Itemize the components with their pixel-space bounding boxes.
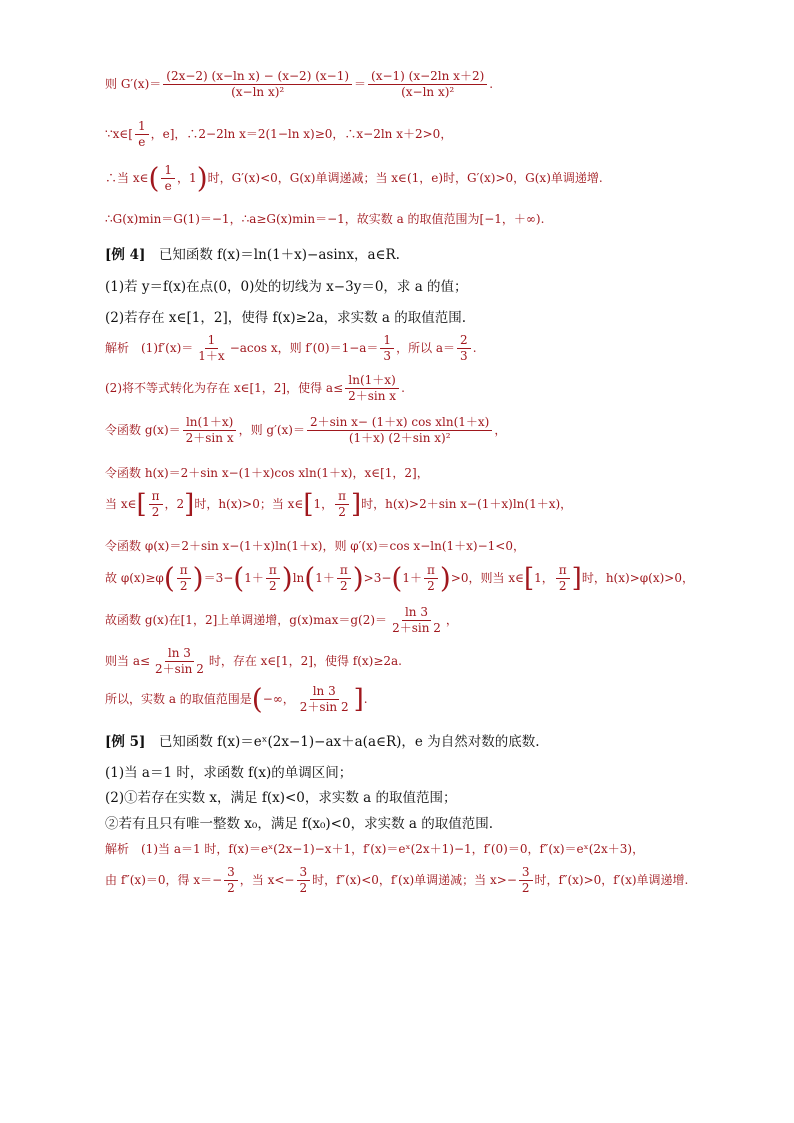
text: −acos x，则 f′(0)＝1−a＝: [229, 341, 379, 356]
text: 则当 a≤: [105, 654, 151, 669]
fraction: [389, 606, 444, 635]
bracket: ]: [351, 489, 362, 520]
fraction-numerator: 1: [205, 334, 219, 349]
fraction-numerator: π: [177, 564, 191, 579]
text: 已知函数 f(x)＝eˣ(2x−1)−ax＋a(a∈R)，e 为自然对数的底数.: [145, 734, 540, 750]
text: ，所以 a＝: [396, 341, 456, 356]
text: 则 G′(x)＝: [105, 77, 162, 92]
example-5-question-3: [105, 812, 493, 832]
text: ＝: [354, 77, 367, 92]
fraction-numerator: (x−1) (x−2ln x＋2): [368, 70, 487, 85]
fraction: [152, 647, 207, 676]
fraction-numerator: ln(1＋x): [345, 374, 398, 389]
example-label: [例 5]: [105, 734, 146, 750]
fraction-denominator: 2: [338, 505, 346, 520]
fraction-denominator: 3: [460, 349, 468, 364]
fraction-denominator: 2: [339, 579, 348, 594]
fraction-numerator: π: [266, 564, 280, 579]
fraction-denominator: 2: [521, 881, 530, 896]
fraction: [424, 564, 438, 593]
example-label: [例 4]: [105, 247, 146, 263]
fraction-numerator: 2: [457, 334, 471, 349]
text: 所以，实数 a 的取值范围是: [105, 692, 252, 707]
solution-line-conclusion: [105, 210, 544, 227]
fraction: [183, 416, 237, 445]
fraction-denominator: 3: [383, 349, 392, 364]
text: 时，h(x)>φ(x)>0，: [581, 571, 694, 586]
solution-4-condition: [105, 647, 402, 676]
fraction-numerator: 3: [519, 866, 533, 881]
fraction: [163, 70, 352, 99]
fraction-numerator: π: [149, 490, 163, 505]
fraction-numerator: π: [337, 564, 351, 579]
text: 由 f″(x)＝0，得 x＝−: [105, 873, 223, 888]
fraction-denominator: 2: [227, 881, 235, 896]
fraction: [297, 685, 352, 714]
solution-line-monotonic: [105, 161, 603, 195]
fraction: [224, 866, 238, 895]
fraction-denominator: 2＋sin x: [185, 431, 234, 446]
text: (1)当 a＝1 时，求函数 f(x)的单调区间；: [105, 765, 353, 781]
text: 1＋: [402, 571, 422, 586]
fraction: [135, 120, 149, 149]
example-5-question-2: [105, 786, 457, 806]
text: 时，f″(x)<0，f′(x)单调递减；当 x>−: [312, 873, 517, 888]
text: ②若有且只有唯一整数 x₀，满足 f(x₀)<0，求实数 a 的取值范围.: [105, 816, 493, 832]
fraction: [297, 866, 311, 895]
solution-line-gprime: [105, 70, 493, 99]
fraction-numerator: 2＋sin x− (1＋x) cos xln(1＋x): [307, 416, 492, 431]
fraction-numerator: π: [335, 490, 349, 505]
text: ln: [292, 571, 305, 586]
text: .: [489, 77, 494, 92]
fraction-numerator: ln 3: [402, 606, 431, 621]
text: 1，: [534, 571, 554, 586]
solution-4-phi-bound: [105, 561, 694, 595]
fraction: [335, 490, 349, 519]
fraction-numerator: ln 3: [310, 685, 339, 700]
fraction-denominator: 1＋x: [198, 349, 225, 364]
fraction: [345, 374, 399, 403]
fraction-denominator: e: [138, 135, 146, 150]
bracket: [: [303, 489, 314, 520]
text: .: [472, 341, 477, 356]
paren: ): [196, 161, 208, 195]
example-5-heading: [105, 730, 540, 750]
solution-4-h-function: [105, 464, 429, 481]
bracket: [: [523, 563, 535, 594]
text: ，2: [164, 497, 185, 512]
fraction-denominator: 2: [179, 579, 188, 594]
fraction-denominator: (1＋x) (2＋sin x)²: [348, 431, 451, 446]
text: ∴当 x∈: [105, 171, 149, 186]
text: ＝3−: [203, 571, 234, 586]
example-4-question-1: [105, 275, 468, 295]
fraction-denominator: e: [164, 179, 172, 194]
fraction: [556, 564, 570, 593]
solution-4-g-increasing: [105, 606, 458, 635]
solution-5-part-2: [105, 866, 688, 895]
fraction-denominator: (x−ln x)²: [401, 85, 455, 100]
paren: ): [192, 561, 204, 595]
fraction-numerator: 1: [380, 334, 394, 349]
text: ，1: [177, 171, 197, 186]
paren: (: [163, 561, 175, 595]
fraction: [519, 866, 533, 895]
fraction: [457, 334, 471, 363]
paren: (: [251, 682, 263, 716]
text: 1＋: [315, 571, 335, 586]
fraction: [368, 70, 487, 99]
text: 已知函数 f(x)＝ln(1＋x)−asinx，a∈R.: [145, 247, 400, 263]
fraction-denominator: 2＋sin 2: [392, 621, 441, 636]
fraction-numerator: π: [556, 564, 570, 579]
fraction: [307, 416, 492, 445]
paren: (: [304, 561, 316, 595]
bracket: ]: [571, 563, 582, 594]
fraction: [337, 564, 351, 593]
fraction: [380, 334, 394, 363]
paren: ): [352, 561, 364, 595]
text: 令函数 φ(x)＝2＋sin x−(1＋x)ln(1＋x)，则 φ′(x)＝cos x−ln(1＋x)−1<0，: [105, 539, 525, 553]
text: 时，h(x)>0；当 x∈: [194, 497, 304, 512]
fraction-numerator: π: [424, 564, 438, 579]
fraction: [149, 490, 163, 519]
fraction: [195, 334, 227, 363]
solution-4-part-2: [105, 374, 405, 403]
text: ，e]，∴2−2ln x＝2(1−ln x)≥0，∴x−2ln x＋2>0，: [150, 127, 453, 142]
text: .: [401, 381, 405, 396]
text: .: [363, 692, 368, 707]
text: 时，f″(x)>0，f′(x)单调递增.: [534, 873, 689, 888]
text: ∴G(x)min＝G(1)＝−1，∴a≥G(x)min＝−1，故实数 a 的取值范围为[−1，＋∞).: [105, 212, 545, 226]
solution-4-phi-function: [105, 537, 525, 554]
bracket: ]: [184, 489, 195, 520]
fraction-numerator: ln(1＋x): [183, 416, 236, 431]
fraction-denominator: (x−ln x)²: [231, 85, 285, 100]
text: >3−: [363, 571, 392, 586]
text: ，则 g′(x)＝: [238, 423, 305, 438]
fraction-numerator: 1: [135, 120, 149, 135]
text: 解析 (1)当 a＝1 时，f(x)＝eˣ(2x−1)−x＋1，f′(x)＝eˣ(2x＋1)−1，f′(0)＝0，f″(x)＝eˣ(2x＋3)，: [105, 842, 645, 856]
fraction: [161, 164, 175, 193]
text: >0，则当 x∈: [450, 571, 524, 586]
text: ，: [494, 423, 507, 438]
example-5-question-1: [105, 761, 352, 781]
text: 1，: [313, 497, 334, 512]
text: 时，G′(x)<0，G(x)单调递减；当 x∈(1，e)时，G′(x)>0，G(x)单调递增.: [207, 171, 603, 186]
fraction-numerator: (2x−2) (x−ln x) − (x−2) (x−1): [163, 70, 352, 85]
text: ，当 x<−: [239, 873, 295, 888]
paren: ): [439, 561, 451, 595]
text: 故 φ(x)≥φ: [105, 571, 164, 586]
fraction-denominator: 2: [268, 579, 277, 594]
text: (2)若存在 x∈[1，2]，使得 f(x)≥2a，求实数 a 的取值范围.: [105, 310, 467, 326]
text: 时，存在 x∈[1，2]，使得 f(x)≥2a.: [208, 654, 402, 669]
fraction-denominator: 2: [299, 881, 308, 896]
text: (1)若 y＝f(x)在点(0，0)处的切线为 x−3y＝0，求 a 的值；: [105, 279, 468, 295]
example-4-question-2: [105, 306, 466, 326]
text: ∵x∈[: [105, 127, 133, 142]
solution-4-g-function: [105, 416, 506, 445]
text: −∞，: [262, 692, 295, 707]
fraction: [266, 564, 280, 593]
solution-4-answer: [105, 682, 368, 716]
fraction-numerator: 1: [161, 164, 175, 179]
solution-5-part-1: [105, 840, 644, 857]
paren: (: [391, 561, 403, 595]
text: 令函数 g(x)＝: [105, 423, 181, 438]
text: 时，h(x)>2＋sin x−(1＋x)ln(1＋x)，: [361, 497, 573, 512]
fraction-denominator: 2: [427, 579, 435, 594]
paren: (: [148, 161, 160, 195]
bracket: ]: [353, 684, 364, 715]
text: 当 x∈: [105, 497, 137, 512]
fraction-numerator: 3: [224, 866, 238, 881]
fraction-numerator: 3: [297, 866, 311, 881]
fraction-denominator: 2: [558, 579, 567, 594]
text: 令函数 h(x)＝2＋sin x−(1＋x)cos xln(1＋x)，x∈[1，2]，: [105, 466, 429, 480]
text: (2)①若存在实数 x，满足 f(x)<0，求实数 a 的取值范围；: [105, 790, 457, 806]
example-4-heading: [105, 243, 400, 263]
text: 1＋: [244, 571, 264, 586]
fraction-denominator: 2: [151, 505, 160, 520]
fraction-denominator: 2＋sin 2: [155, 662, 204, 677]
paren: (: [233, 561, 245, 595]
text: 故函数 g(x)在[1，2]上单调递增，g(x)max＝g(2)＝: [105, 613, 388, 628]
solution-4-h-sign: [105, 490, 572, 519]
paren: ): [281, 561, 293, 595]
solution-4-part-1: [105, 334, 477, 363]
solution-line-domain: [105, 120, 452, 149]
fraction-numerator: ln 3: [165, 647, 194, 662]
text: (2)将不等式转化为存在 x∈[1，2]，使得 a≤: [105, 381, 344, 396]
fraction: [177, 564, 191, 593]
text: ，: [445, 613, 458, 628]
fraction-denominator: 2＋sin x: [348, 389, 397, 404]
fraction-denominator: 2＋sin 2: [299, 700, 349, 715]
text: 解析 (1)f′(x)＝: [105, 341, 194, 356]
bracket: [: [136, 489, 147, 520]
